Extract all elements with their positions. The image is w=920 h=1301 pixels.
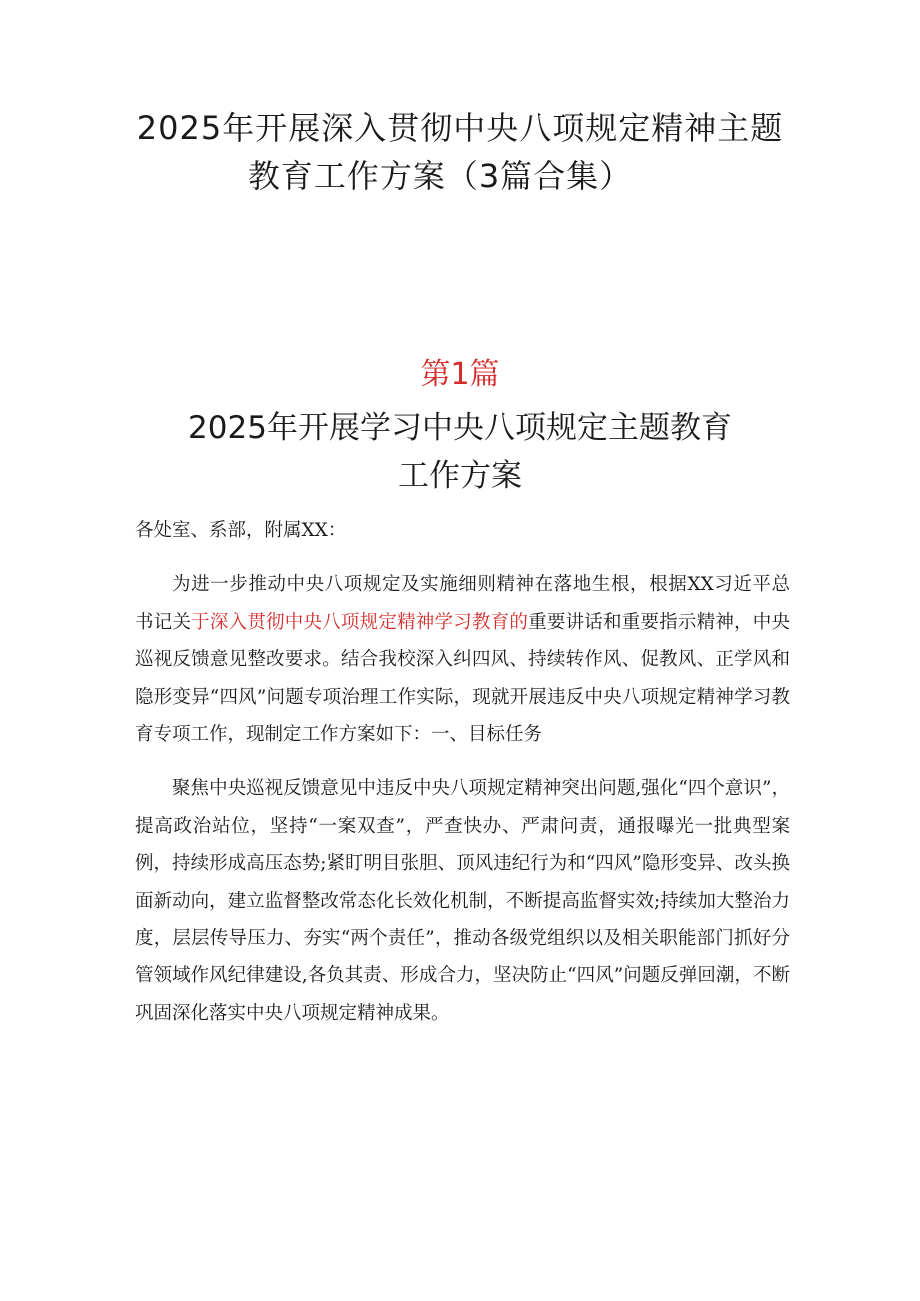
part-label: 第1篇	[420, 357, 500, 392]
paragraph-intro-highlight: 于深入贯彻中央八项规定精神学习教育的	[191, 611, 529, 633]
paragraph-intro-text-before: 为进一步推动中央八项规定及实施细则精神在落地生根，根据XX习近平总书记关	[135, 574, 790, 633]
document-body	[135, 512, 790, 1049]
salutation: 各处室、系部，附属XX：	[135, 520, 347, 541]
section-title-line-2: 工作方案	[398, 458, 522, 494]
document-title-line-2: 教育工作方案（3篇合集）	[247, 157, 633, 195]
paragraph-goals: 聚焦中央巡视反馈意见中违反中央八项规定精神突出问题,强化“四个意识”，提高政治站位，坚持“一案双查”，严查快办、严肃问责，通报曝光一批典型案例，持续形成高压态势;紧盯明目张胆、顶风违纪行为和“四风”隐形变异、改头换面新动向，建立监督整改常态化长效化机制，不断提高监督实效;持续加大整治力度，层层传导压力、夯实“两个责任”，推动各级党组织以及相关职能部门抓好分管领域作风纪律建设,各负其责、形成合力，坚决防止“四风”问题反弹回潮，不断巩固深化落实中央八项规定精神成果。	[135, 778, 790, 1024]
paragraph-intro	[135, 566, 790, 753]
section-title-line-1: 2025年开展学习中央八项规定主题教育	[188, 410, 732, 446]
document-title	[0, 104, 920, 200]
document-title-line-1: 2025年开展深入贯彻中央八项规定精神主题	[136, 109, 784, 147]
paragraph-intro-text-after: 重要讲话和重要指示精神，中央巡视反馈意见整改要求。结合我校深入纠四风、持续转作风、促教风、正学风和隐形变异“四风”问题专项治理工作实际，现就开展违反中央八项规定精神学习教育专项工作，现制定工作方案如下：一、目标任务	[135, 611, 790, 746]
section-title	[0, 404, 920, 500]
